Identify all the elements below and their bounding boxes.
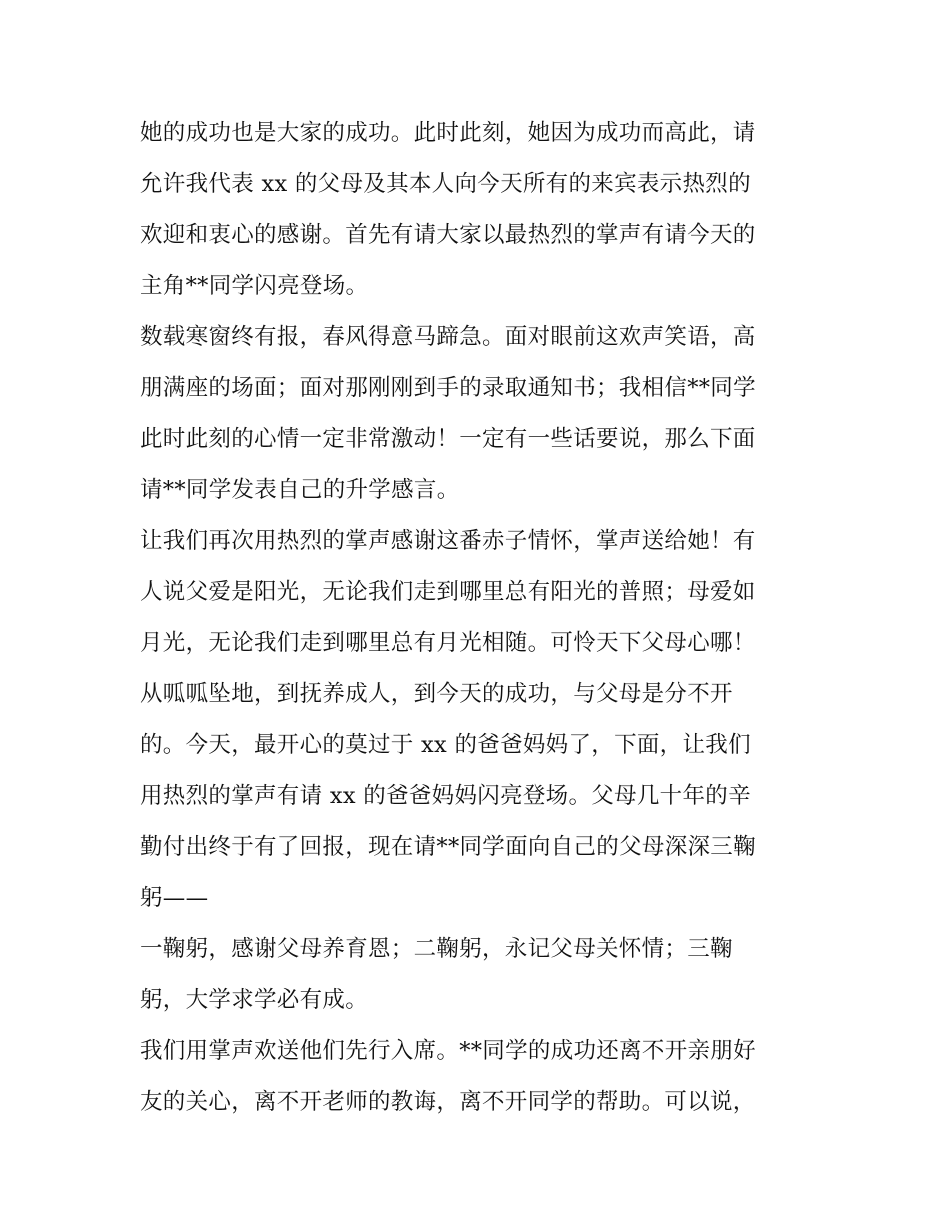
text-line: 她的成功也是大家的成功。此时此刻，她因为成功而高此，请: [140, 120, 756, 146]
text-line: 友的关心，离不开老师的教诲，离不开同学的帮助。可以说，: [140, 1089, 756, 1115]
text-line: 数载寒窗终有报，春风得意马蹄急。面对眼前这欢声笑语，高: [140, 324, 756, 350]
text-line: 躬，大学求学必有成。: [140, 987, 369, 1013]
text-line: 允许我代表 xx 的父母及其本人向今天所有的来宾表示热烈的: [140, 171, 751, 197]
text-line: 勤付出终于有了回报，现在请**同学面向自己的父母深深三鞠: [140, 834, 756, 860]
text-line: 人说父爱是阳光，无论我们走到哪里总有阳光的普照；母爱如: [140, 579, 756, 605]
text-line: 朋满座的场面；面对那刚刚到手的录取通知书；我相信**同学: [140, 375, 756, 401]
text-line: 我们用掌声欢送他们先行入席。**同学的成功还离不开亲朋好: [140, 1038, 756, 1064]
text-line: 用热烈的掌声有请 xx 的爸爸妈妈闪亮登场。父母几十年的辛: [140, 783, 751, 809]
text-line: 此时此刻的心情一定非常激动！一定有一些话要说，那么下面: [140, 426, 756, 452]
text-line: 请**同学发表自己的升学感言。: [140, 477, 460, 503]
text-line: 让我们再次用热烈的掌声感谢这番赤子情怀，掌声送给她！有: [140, 528, 756, 554]
text-line: 一鞠躬，感谢父母养育恩；二鞠躬，永记父母关怀情；三鞠: [140, 936, 733, 962]
text-line: 躬——: [140, 885, 209, 911]
document-body-text: [140, 108, 820, 1128]
text-line: 欢迎和衷心的感谢。首先有请大家以最热烈的掌声有请今天的: [140, 222, 756, 248]
text-line: 月光，无论我们走到哪里总有月光相随。可怜天下父母心哪！: [140, 630, 756, 656]
text-line: 从呱呱坠地，到抚养成人，到今天的成功，与父母是分不开: [140, 681, 733, 707]
text-line: 的。今天，最开心的莫过于 xx 的爸爸妈妈了，下面，让我们: [140, 732, 751, 758]
text-line: 主角**同学闪亮登场。: [140, 273, 369, 299]
